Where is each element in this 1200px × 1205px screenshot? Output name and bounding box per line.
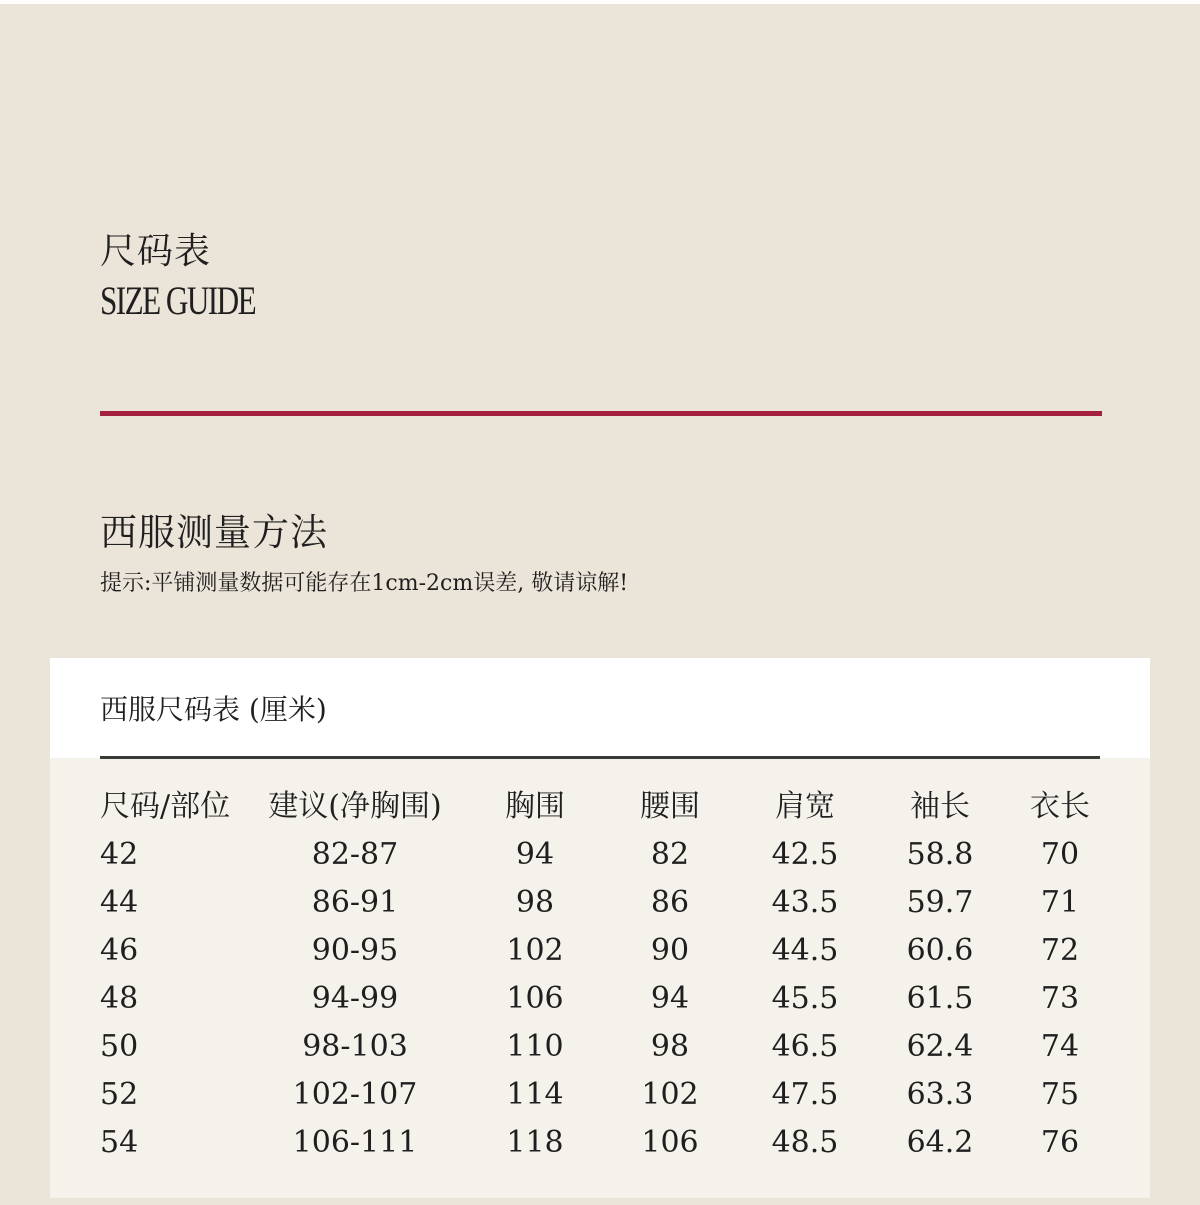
- table-row: [100, 1119, 1120, 1167]
- column-header: 袖长: [910, 789, 970, 824]
- size-table: [100, 783, 1120, 1167]
- table-cell: 48.5: [771, 1125, 839, 1160]
- table-cell: 52: [100, 1077, 139, 1112]
- table-cell: 44: [100, 885, 139, 920]
- table-cell: 46: [100, 933, 139, 968]
- size-table-header: [50, 658, 1150, 758]
- page-title-en: SIZE GUIDE: [100, 278, 256, 323]
- table-cell: 106-111: [292, 1125, 418, 1160]
- table-cell: 106: [506, 981, 564, 1016]
- table-cell: 98-103: [302, 1029, 408, 1064]
- table-cell: 47.5: [771, 1077, 839, 1112]
- column-header: 腰围: [640, 789, 700, 824]
- table-cell: 45.5: [771, 981, 839, 1016]
- table-cell: 61.5: [906, 981, 974, 1016]
- table-cell: 90-95: [311, 933, 399, 968]
- table-cell: 75: [1040, 1077, 1080, 1112]
- size-table-rule: [100, 756, 1100, 759]
- measurement-hint: 提示:平铺测量数据可能存在1cm-2cm误差, 敬请谅解!: [100, 571, 629, 596]
- table-cell: 44.5: [771, 933, 839, 968]
- table-cell: 46.5: [771, 1029, 839, 1064]
- table-cell: 110: [506, 1029, 564, 1064]
- column-header: 建议(净胸围): [268, 789, 442, 824]
- table-row: [100, 927, 1120, 975]
- table-cell: 50: [100, 1029, 139, 1064]
- table-cell: 48: [100, 981, 139, 1016]
- column-header: 尺码/部位: [100, 789, 231, 824]
- table-cell: 102: [641, 1077, 699, 1112]
- table-cell: 94: [650, 981, 690, 1016]
- table-cell: 118: [506, 1125, 564, 1160]
- table-cell: 94: [515, 837, 555, 872]
- table-cell: 82-87: [311, 837, 399, 872]
- table-row: [100, 975, 1120, 1023]
- column-header: 胸围: [505, 789, 565, 824]
- size-table-title: 西服尺码表 (厘米): [100, 693, 327, 726]
- table-cell: 72: [1040, 933, 1080, 968]
- table-cell: 98: [650, 1029, 690, 1064]
- table-cell: 42: [100, 837, 139, 872]
- accent-divider: [100, 411, 1102, 416]
- table-cell: 102: [506, 933, 564, 968]
- table-row: [100, 831, 1120, 879]
- table-cell: 58.8: [906, 837, 974, 872]
- measurement-method-title: 西服测量方法: [100, 511, 328, 554]
- table-cell: 73: [1040, 981, 1080, 1016]
- table-cell: 90: [650, 933, 690, 968]
- table-cell: 106: [641, 1125, 699, 1160]
- table-cell: 102-107: [292, 1077, 418, 1112]
- table-cell: 82: [650, 837, 690, 872]
- table-cell: 62.4: [906, 1029, 974, 1064]
- table-cell: 70: [1040, 837, 1080, 872]
- page-title-cn: 尺码表: [100, 231, 212, 272]
- table-cell: 114: [506, 1077, 564, 1112]
- table-cell: 98: [515, 885, 555, 920]
- table-row: [100, 879, 1120, 927]
- table-cell: 43.5: [771, 885, 839, 920]
- table-cell: 59.7: [906, 885, 974, 920]
- table-cell: 86-91: [311, 885, 399, 920]
- table-row: [100, 1071, 1120, 1119]
- table-cell: 54: [100, 1125, 139, 1160]
- table-header-row: [100, 783, 1120, 831]
- table-cell: 74: [1040, 1029, 1080, 1064]
- table-cell: 60.6: [906, 933, 974, 968]
- table-cell: 42.5: [771, 837, 839, 872]
- table-cell: 63.3: [906, 1077, 974, 1112]
- table-cell: 94-99: [311, 981, 399, 1016]
- table-row: [100, 1023, 1120, 1071]
- column-header: 衣长: [1030, 789, 1090, 824]
- column-header: 肩宽: [775, 789, 835, 824]
- table-cell: 86: [650, 885, 690, 920]
- top-strip: [0, 0, 1200, 4]
- table-cell: 64.2: [906, 1125, 974, 1160]
- table-cell: 76: [1040, 1125, 1080, 1160]
- size-table-card: [50, 658, 1150, 1198]
- table-cell: 71: [1040, 885, 1080, 920]
